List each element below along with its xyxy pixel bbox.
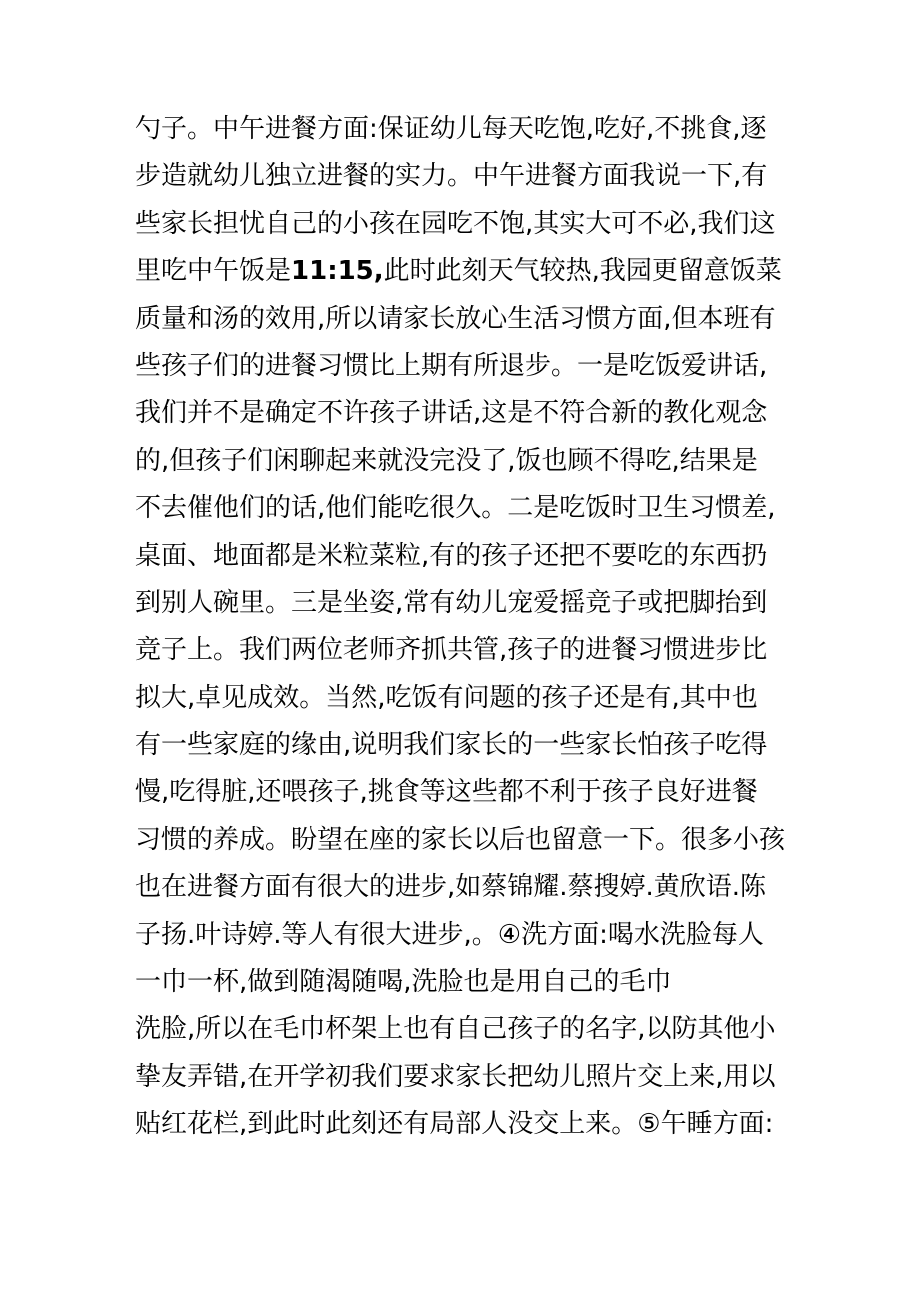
time-value: 11:15, [291, 256, 384, 287]
text-line: 洗脸,所以在毛巾杯架上也有自己孩子的名字,以防其他小 [135, 1014, 776, 1045]
text-line: 习惯的养成。盼望在座的家长以后也留意一下。很多小孩 [135, 824, 786, 855]
text-line: 些家长担忧自己的小孩在园吃不饱,其实大可不必,我们这 [135, 208, 776, 239]
text-line: 一巾一杯,做到随渴随喝,洗脸也是用自己的毛巾 [135, 967, 672, 998]
text-line: 有一些家庭的缘由,说明我们家长的一些家长怕孩子吃得 [135, 730, 768, 761]
text-line: 挚友弄错,在开学初我们要求家长把幼儿照片交上来,用以 [135, 1061, 776, 1092]
text-line: 质量和汤的效用,所以请家长放心生活习惯方面,但本班有 [135, 303, 776, 334]
text-line: 桌面、地面都是米粒菜粒,有的孩子还把不要吃的东西扔 [135, 540, 768, 571]
text-line: 些孩子们的进餐习惯比上期有所退步。一是吃饭爱讲话, [135, 350, 768, 381]
text-segment: 里吃中午饭是 [135, 256, 292, 287]
body-text [135, 106, 795, 1149]
text-line: 勺子。中午进餐方面:保证幼儿每天吃饱,吃好,不挑食,逐 [135, 114, 767, 144]
text-line: 的,但孩子们闲聊起来就没完没了,饭也顾不得吃,结果是 [135, 445, 758, 476]
text-line: 步造就幼儿独立进餐的实力。中午进餐方面我说一下,有 [135, 161, 768, 192]
text-line: 到别人碗里。三是坐姿,常有幼儿宠爱摇竞子或把脚抬到 [135, 587, 768, 618]
text-line: 慢,吃得脏,还喂孩子,挑食等这些都不利于孩子良好进餐 [135, 777, 758, 808]
text-line: 拟大,卓见成效。当然,吃饭有问题的孩子还是有,其中也 [135, 682, 758, 713]
text-line: 贴红花栏,到此时此刻还有局部人没交上来。⑤午睡方面: [135, 1109, 774, 1140]
text-line [135, 248, 795, 295]
text-line: 不去催他们的话,他们能吃很久。二是吃饭时卫生习惯差, [135, 493, 776, 524]
text-line: 子扬.叶诗婷.等人有很大进步,。④洗方面:喝水洗脸每人 [135, 919, 764, 950]
text-line: 也在进餐方面有很大的进步,如蔡锦耀.蔡搜婷.黄欣语.陈 [135, 872, 767, 903]
text-segment: 此时此刻天气较热,我园更留意饭菜 [383, 256, 782, 287]
text-line: 我们并不是确定不许孩子讲话,这是不符合新的教化观念 [135, 398, 768, 429]
text-line: 竞子上。我们两位老师齐抓共管,孩子的进餐习惯进步比 [135, 635, 768, 666]
